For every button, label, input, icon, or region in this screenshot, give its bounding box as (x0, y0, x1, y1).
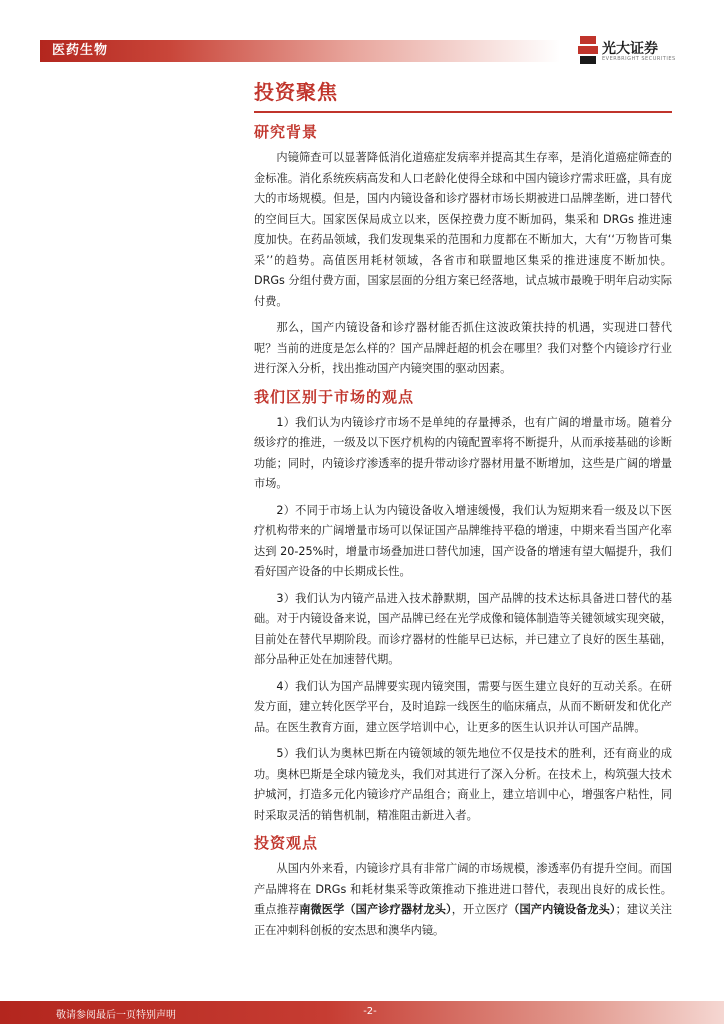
paragraph: 1）我们认为内镜诊疗市场不是单纯的存量搏杀，也有广阔的增量市场。随着分级诊疗的推进，一级及以下医疗机构的内镜配置率将不断提升，从而承接基础的诊断功能；同时，内镜诊疗渗透率的提升带动诊疗器材用量不断增加，这些是广阔的增量市场。 (254, 415, 672, 490)
paragraph: 5）我们认为奥林巴斯在内镜领域的领先地位不仅是技术的胜利，还有商业的成功。奥林巴斯是全球内镜龙头，我们对其进行了深入分析。在技术上，构筑强大技术护城河，打造多元化内镜诊疗产品组合；商业上，建立培训中心，增强客户粘性，同时采取灵活的销售机制，精准阻击新进入者。 (254, 747, 672, 822)
paragraph: 那么，国产内镜设备和诊疗器材能否抓住这波政策扶持的机遇，实现进口替代呢？当前的进度是怎么样的？国产品牌赶超的机会在哪里？我们对整个内镜诊疗行业进行深入分析，找出推动国产内镜突围的驱动因素。 (254, 321, 672, 375)
paragraph-investment (254, 859, 672, 941)
paragraph: 2）不同于市场上认为内镜设备收入增速缓慢，我们认为短期来看一级及以下医疗机构带来的广阔增量市场可以保证国产品牌维持平稳的增速，中期来看当国产化率达到 20-25%时，增量市场叠加进口替代加速，国产设备的增速有望大幅提升，我们看好国产设备的中长期成长性。 (254, 503, 672, 578)
page-title: 投资聚焦 (254, 76, 672, 113)
brand-logo (578, 36, 708, 66)
paragraph: 3）我们认为内镜产品进入技术静默期，国产品牌的技术达标具备进口替代的基础。对于内镜设备来说，国产品牌已经在光学成像和镜体制造等关键领域实现突破，目前处在替代早期阶段。而诊疗器材的性能早已达标，并已建立了良好的医生基础，部分品种正处在加速替代期。 (254, 591, 672, 666)
text-run: ，开立医疗 (451, 903, 509, 916)
brand-name: 光大证券 (602, 41, 658, 57)
highlight-recommendation: 南微医学（国产诊疗器材龙头） (299, 903, 452, 916)
highlight-recommendation: （国产内镜设备龙头） (508, 903, 616, 916)
footer-disclaimer: 敬请参阅最后一页特别声明 (56, 1010, 176, 1021)
brand-logo-icon (578, 36, 598, 64)
text-run: ；建议关注正在冲刺科创板的安杰思和澳华内镜。 (254, 903, 672, 937)
section-title-investment: 投资观点 (254, 834, 319, 852)
paragraph: 4）我们认为国产品牌要实现内镜突围，需要与医生建立良好的互动关系。在研发方面，建立转化医学平台，及时追踪一线医生的临床痛点，从而不断研发和优化产品。在医生教育方面，建立医学培训中心，让更多的医生认识并认可国产品牌。 (254, 679, 672, 734)
header-band (40, 40, 560, 62)
brand-sub: EVERBRIGHT SECURITIES (602, 56, 676, 62)
section-title-background: 研究背景 (254, 123, 319, 141)
text-run: 从国内外来看，内镜诊疗具有非常广阔的市场规模，渗透率仍有提升空间。而国产品牌将在 DRGs 和耗材集采等政策推动下推进进口替代，表现出良好的成长性。重点推荐 (254, 862, 672, 916)
page-number: -2- (363, 1006, 377, 1017)
report-content (254, 76, 672, 947)
section-title-views: 我们区别于市场的观点 (254, 387, 415, 406)
paragraph: 内镜筛查可以显著降低消化道癌症发病率并提高其生存率，是消化道癌症筛查的金标准。消化系统疾病高发和人口老龄化使得全球和中国内镜诊疗需求旺盛，具有庞大的市场规模。但是，国内内镜设备和诊疗器材市场长期被进口品牌垄断，进口替代的空间巨大。国家医保局成立以来，医保控费力度不断加码，集采和 DRGs 推进速度加快。在药品领域，我们发现集采的范围和力度都在不断加大，大有‘‘万物皆可集采’’的趋势。高值医用耗材领域，各省市和联盟地区集采的推进速度不断加快。DRGs 分组付费方面，国家层面的分组方案已经落地，试点城市最晚于明年启动实际付费。 (254, 151, 672, 308)
section-tag: 医药生物 (52, 43, 109, 58)
